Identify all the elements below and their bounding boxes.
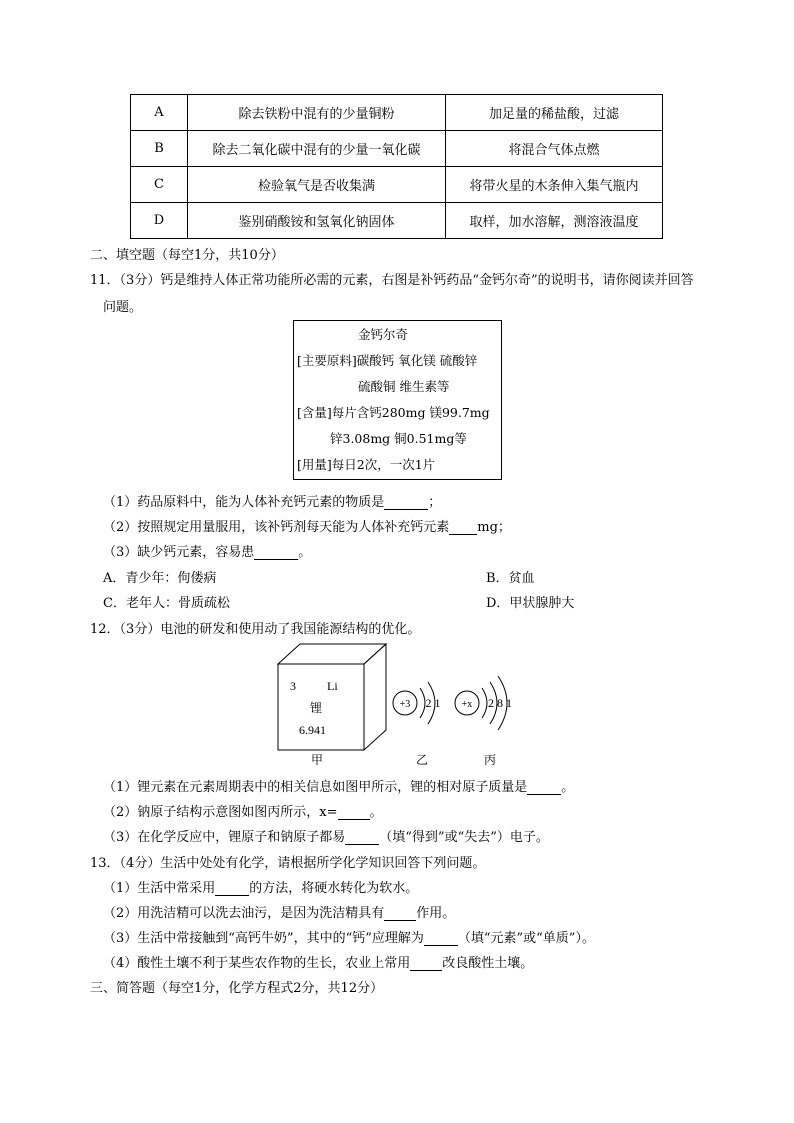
element-name: 锂 bbox=[310, 701, 323, 715]
answer-blank[interactable] bbox=[527, 780, 561, 795]
electron-shells: 2 1 bbox=[425, 696, 441, 710]
option-goal: 鉴别硝酸铵和氢氧化钠固体 bbox=[188, 203, 446, 239]
label-line: [主要原料]碳酸钙 氧化镁 硫酸锌 bbox=[297, 353, 478, 368]
answer-blank[interactable] bbox=[254, 545, 298, 560]
q12-part2: （2）钠原子结构示意图如图丙所示，x= 。 bbox=[103, 805, 383, 820]
option-letter: C bbox=[131, 167, 188, 203]
q13-part2: （2）用洗洁精可以洗去油污，是因为洗洁精具有 作用。 bbox=[103, 906, 456, 921]
q13-part4: （4）酸性土壤不利于某些农作物的生长，农业上常用 改良酸性土壤。 bbox=[103, 956, 534, 971]
q13-part3: （3）生活中常接触到“高钙牛奶”，其中的“钙”应理解为 （填“元素”或“单质”）。 bbox=[103, 931, 595, 946]
sodium-atom-diagram bbox=[455, 676, 512, 730]
q12-part3: （3）在化学反应中，锂原子和钠原子都易 （填“得到”或“失去”）电子。 bbox=[103, 830, 549, 845]
section-heading: 二、填空题（每空1分，共10分） bbox=[90, 248, 284, 263]
q13-stem: 13．（4分）生活中处处有化学，请根据所学化学知识回答下列问题。 bbox=[90, 856, 486, 871]
answer-blank[interactable] bbox=[410, 956, 442, 971]
atomic-number: 3 bbox=[290, 679, 296, 693]
option-goal: 除去二氧化碳中混有的少量一氧化碳 bbox=[188, 131, 446, 167]
option-method: 将混合气体点燃 bbox=[446, 131, 663, 167]
atom-figure bbox=[270, 640, 530, 770]
nucleus-charge: +3 bbox=[399, 699, 411, 710]
q13-part1: （1）生活中常采用 的方法，将硬水转化为软水。 bbox=[103, 881, 419, 896]
option-letter: D bbox=[131, 203, 188, 239]
option-letter: A bbox=[131, 95, 188, 131]
element-symbol: Li bbox=[327, 679, 338, 693]
answer-blank[interactable] bbox=[424, 931, 458, 946]
options-table bbox=[130, 94, 663, 239]
choice-b: B．贫血 bbox=[486, 571, 535, 586]
label-line: 锌3.08mg 铜0.51mg等 bbox=[330, 431, 467, 446]
answer-blank[interactable] bbox=[384, 906, 416, 921]
option-goal: 除去铁粉中混有的少量铜粉 bbox=[188, 95, 446, 131]
medicine-label-box bbox=[293, 320, 502, 480]
label-line: 硫酸铜 维生素等 bbox=[358, 379, 450, 394]
caption-jia: 甲 bbox=[310, 753, 324, 767]
atomic-mass: 6.941 bbox=[299, 723, 326, 737]
answer-blank[interactable] bbox=[338, 805, 370, 820]
answer-blank[interactable] bbox=[449, 520, 477, 535]
answer-blank[interactable] bbox=[384, 495, 428, 510]
q11-part2: （2）按照规定用量服用，该补钙剂每天能为人体补充钙元素 mg； bbox=[103, 520, 511, 535]
option-letter: B bbox=[131, 131, 188, 167]
electron-shells: 2 8 1 bbox=[488, 696, 512, 710]
q11-part3: （3）缺少钙元素，容易患 。 bbox=[103, 545, 312, 560]
q11-stem-cont: 问题。 bbox=[103, 300, 143, 315]
table-row bbox=[131, 131, 663, 167]
choice-d: D．甲状腺肿大 bbox=[486, 596, 575, 611]
q11-stem: 11．（3分）钙是维持人体正常功能所必需的元素，右图是补钙药品“金钙尔奇”的说明书，请你阅读并回答 bbox=[90, 273, 694, 288]
answer-blank[interactable] bbox=[345, 830, 379, 845]
periodic-cell-cube bbox=[278, 644, 386, 750]
choice-c: C．老年人：骨质疏松 bbox=[103, 596, 230, 611]
label-title: 金钙尔奇 bbox=[358, 327, 409, 342]
q12-part1: （1）锂元素在元素周期表中的相关信息如图甲所示，锂的相对原子质量是 。 bbox=[103, 780, 575, 795]
table-row bbox=[131, 95, 663, 131]
option-method: 将带火星的木条伸入集气瓶内 bbox=[446, 167, 663, 203]
choice-a: A．青少年：佝偻病 bbox=[103, 571, 217, 586]
table-row bbox=[131, 167, 663, 203]
option-method: 加足量的稀盐酸，过滤 bbox=[446, 95, 663, 131]
answer-blank[interactable] bbox=[215, 881, 249, 896]
lithium-atom-diagram bbox=[393, 682, 441, 724]
option-method: 取样，加水溶解，测溶液温度 bbox=[446, 203, 663, 239]
label-line: [含量]每片含钙280mg 镁99.7mg bbox=[297, 405, 490, 420]
q12-stem: 12．（3分）电池的研发和使用动了我国能源结构的优化。 bbox=[90, 622, 421, 637]
q11-part1: （1）药品原料中，能为人体补充钙元素的物质是 ； bbox=[103, 495, 442, 510]
section-heading: 三、简答题（每空1分，化学方程式2分，共12分） bbox=[90, 981, 384, 996]
table-row bbox=[131, 203, 663, 239]
caption-bing: 丙 bbox=[483, 753, 497, 767]
option-goal: 检验氧气是否收集满 bbox=[188, 167, 446, 203]
caption-yi: 乙 bbox=[415, 753, 429, 767]
nucleus-charge: +x bbox=[461, 699, 473, 710]
label-line: [用量]每日2次，一次1片 bbox=[297, 457, 436, 472]
